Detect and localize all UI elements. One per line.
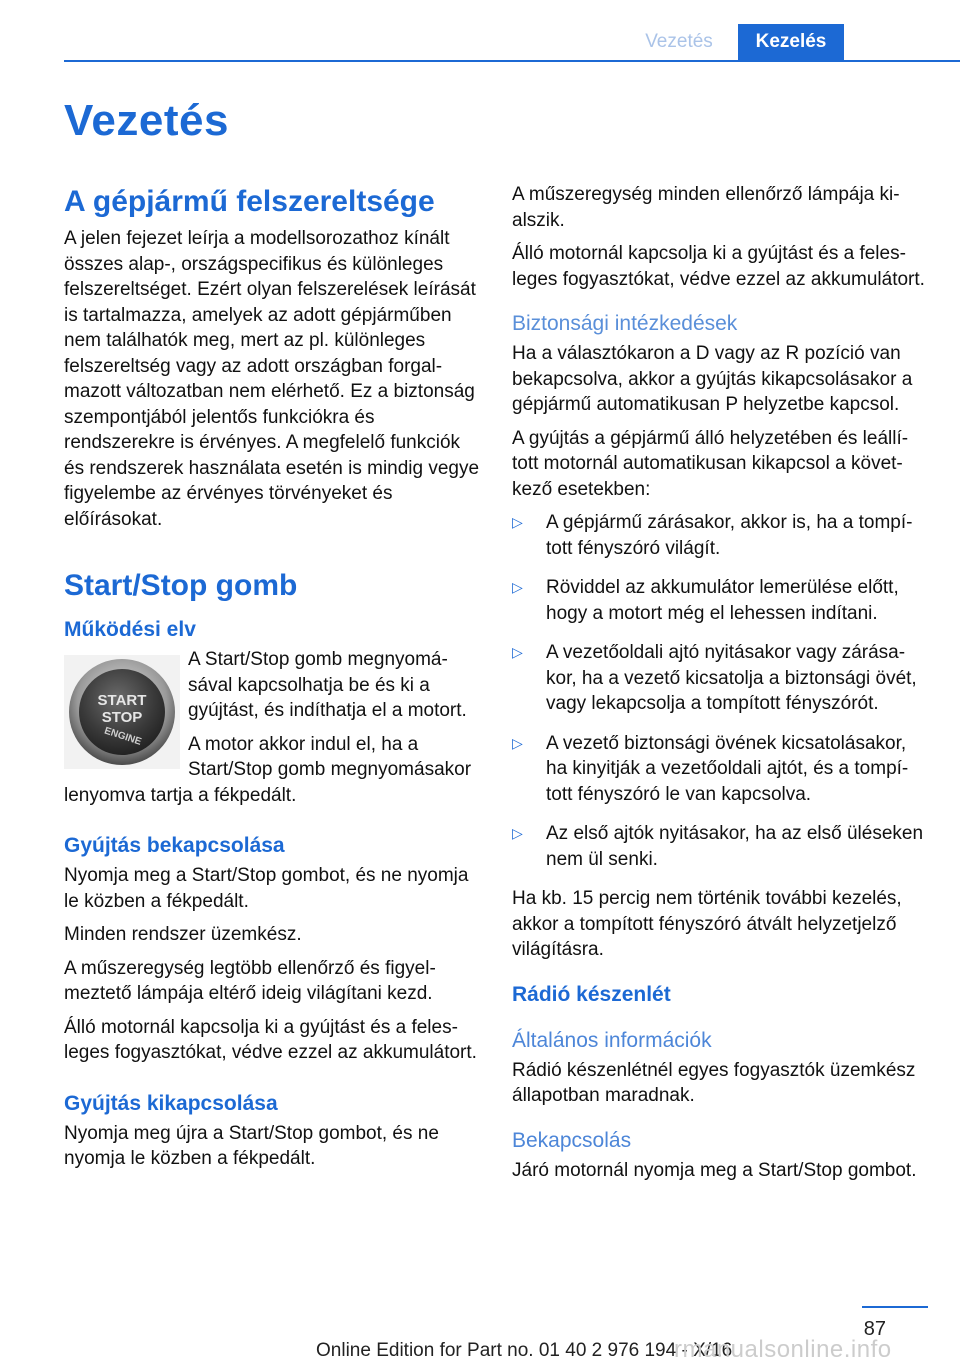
paragraph-right-3: Ha a választókaron a D vagy az R pozíció van bekapcsolva, akkor a gyújtás kikapcsolásakor a gépjármű automatikusan P helyzetbe kapcsol. bbox=[512, 343, 913, 415]
triangle-bullet-icon: ▷ bbox=[512, 514, 523, 530]
paragraph-right-2: Álló motornál kapcsolja ki a gyújtást és a felesleges fogyasztókat, védve ezzel az akkumulátort. bbox=[512, 243, 925, 290]
paragraph-right-5: Ha kb. 15 percig nem történik további kezelés, akkor a tompított fényszóró átvált helyzetjelző világításra. bbox=[512, 888, 902, 960]
tab-vezetes[interactable]: Vezetés bbox=[645, 31, 713, 52]
button-text-start: START bbox=[97, 692, 147, 709]
triangle-bullet-icon: ▷ bbox=[512, 579, 523, 595]
paragraph-right-7: Járó motornál nyomja meg a Start/Stop gombot. bbox=[512, 1159, 917, 1181]
paragraph-right-6: Rádió készenlétnél egyes fogyasztók üzemkész állapotban maradnak. bbox=[512, 1059, 916, 1106]
bullet-list bbox=[512, 510, 928, 872]
paragraph-ki-1: Nyomja meg újra a Start/Stop gombot, és ne nyomja le közben a fékpedált. bbox=[64, 1122, 439, 1169]
list-item: ▷ Röviddel az akkumulátor lemerülése előtt, hogy a motort még el lehessen indítani. bbox=[512, 577, 899, 624]
heading-gyujtas-ki: Gyújtás kikapcsolása bbox=[64, 1091, 278, 1115]
paragraph-right-1: A műszeregység minden ellenőrző lámpája kialszik. bbox=[512, 184, 900, 231]
paragraph-mukodesi-2: A motor akkor indul el, ha a Start/Stop gomb megnyomásakor lenyomva tartja a fékpedált. bbox=[64, 733, 472, 806]
paragraph-be-3: A műszeregység legtöbb ellenőrző és figyelmeztető lámpája eltérő ideig világítani kezd. bbox=[64, 957, 436, 1004]
heading-bekapcsolas: Bekapcsolás bbox=[512, 1128, 632, 1152]
button-text-stop: STOP bbox=[101, 709, 143, 726]
tab-kezeles[interactable]: Kezelés bbox=[738, 24, 844, 60]
heading-biztonsagi: Biztonsági intézkedések bbox=[512, 312, 738, 335]
triangle-bullet-icon: ▷ bbox=[512, 644, 523, 660]
footer-rule bbox=[862, 1306, 928, 1308]
heading-equipment: A gépjármű felszereltsége bbox=[64, 185, 435, 218]
heading-start-stop: Start/Stop gomb bbox=[64, 569, 298, 602]
heading-gyujtas-be: Gyújtás bekapcsolása bbox=[64, 834, 285, 857]
list-item: ▷ A vezető biztonsági övének kicsatolásakor, ha kinyitják a vezetőoldali ajtót, és a tompított fényszóró le van kapcsolva. bbox=[512, 732, 909, 805]
list-item: ▷ Az első ajtók nyitásakor, ha az első üléseken nem ül senki. bbox=[512, 823, 924, 870]
paragraph-be-4: Álló motornál kapcsolja ki a gyújtást és a felesleges fogyasztókat, védve ezzel az akkumulátort. bbox=[64, 1016, 477, 1063]
button-text-engine: ENGINE bbox=[102, 725, 143, 748]
page-title: Vezetés bbox=[64, 96, 229, 145]
list-item: ▷ A gépjármű zárásakor, akkor is, ha a tompított fényszóró világít. bbox=[512, 512, 913, 559]
right-column bbox=[512, 182, 928, 1191]
edition-text: Online Edition for Part no. 01 40 2 976 194 - X/16 bbox=[316, 1340, 733, 1361]
watermark: rmanualsonline.info bbox=[674, 1336, 892, 1363]
paragraph-right-4: A gyújtás a gépjármű álló helyzetében és leállított motornál automatikusan kikapcsol a következő esetekben: bbox=[512, 427, 909, 500]
left-column bbox=[64, 182, 482, 1180]
paragraph-equipment: A jelen fejezet leírja a modellsorozathoz kínált összes alap-, országspecifikus és különleges felszereltséget. Ezért olyan felszerelések leírását is tartalmazza, amelyek az adott gépjárműben nem találhatók meg, mert az pl. különleges felszereltség vagy az adott országban forgalmazott változatban nem elérhető. Ez a biztonság szempontjából jelentős funkciókra és rendszerekre is érvényes. A megfelelő funkciók és rendszerek használata esetén is mindig vegye figyelembe az érvényes törvényeket és előírásokat. bbox=[64, 228, 480, 530]
header-rule bbox=[64, 60, 960, 62]
heading-mukodesi-elv: Működési elv bbox=[64, 618, 196, 641]
page-number: 87 bbox=[863, 1318, 886, 1340]
start-stop-button-image bbox=[64, 655, 180, 769]
heading-altalanos: Általános információk bbox=[512, 1028, 712, 1052]
triangle-bullet-icon: ▷ bbox=[512, 734, 523, 751]
paragraph-mukodesi-1: A Start/Stop gomb megnyomásával kapcsolhatja be és ki a gyújtást, és indíthatja el a motort. bbox=[188, 649, 467, 721]
paragraph-be-2: Minden rendszer üzemkész. bbox=[64, 924, 302, 945]
triangle-bullet-icon: ▷ bbox=[512, 825, 523, 841]
heading-radio-keszenlet: Rádió készenlét bbox=[512, 982, 671, 1006]
list-item: ▷ A vezetőoldali ajtó nyitásakor vagy zárásakor, ha a vezető kicsatolja a biztonsági övét, vagy lekapcsolja a tompított fényszórót. bbox=[512, 642, 917, 714]
paragraph-be-1: Nyomja meg a Start/Stop gombot, és ne nyomja le közben a fékpedált. bbox=[64, 865, 469, 912]
